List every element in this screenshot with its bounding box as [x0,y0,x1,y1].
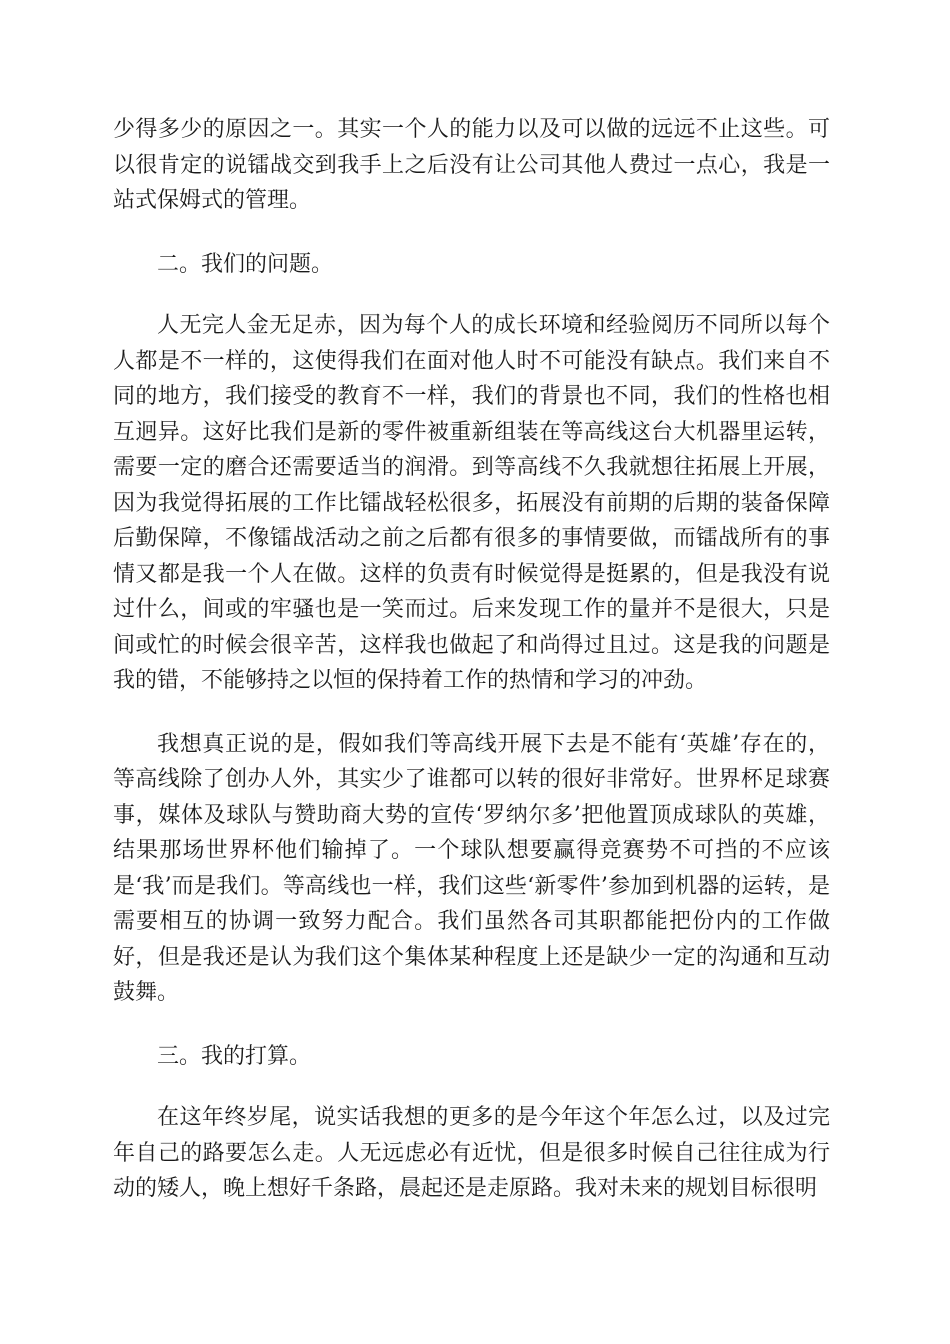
paragraph-teamwork: 我想真正说的是，假如我们等高线开展下去是不能有‘英雄’存在的，等高线除了创办人外，其实少了谁都可以转的很好非常好。世界杯足球赛事，媒体及球队与赞助商大势的宣传‘罗纳尔多’把他置顶成球队的英雄，结果那场世界杯他们输掉了。一个球队想要赢得竞赛势不可挡的不应该是‘我’而是我们。等高线也一样，我们这些‘新零件’参加到机器的运转，是需要相互的协调一致努力配合。我们虽然各司其职都能把份内的工作做好，但是我还是认为我们这个集体某种程度上还是缺少一定的沟通和互动鼓舞。 [113,731,830,1005]
section-heading-problems: 二。我们的问题。 [157,251,334,277]
document-page [113,112,830,1235]
section-heading-plans: 三。我的打算。 [157,1043,312,1069]
paragraph-plans: 在这年终岁尾，说实话我想的更多的是今年这个年怎么过，以及过完年自己的路要怎么走。人无远虑必有近忧，但是很多时候自己往往成为行动的矮人，晚上想好千条路，晨起还是走原路。我对未来的规划目标很明 [113,1105,830,1201]
paragraph-problems: 人无完人金无足赤，因为每个人的成长环境和经验阅历不同所以每个人都是不一样的，这使得我们在面对他人时不可能没有缺点。我们来自不同的地方，我们接受的教育不一样，我们的背景也不同，我们的性格也相互迥异。这好比我们是新的零件被重新组装在等高线这台大机器里运转，需要一定的磨合还需要适当的润滑。到等高线不久我就想往拓展上开展，因为我觉得拓展的工作比镭战轻松很多，拓展没有前期的后期的装备保障后勤保障，不像镭战活动之前之后都有很多的事情要做，而镭战所有的事情又都是我一个人在做。这样的负责有时候觉得是挺累的，但是我没有说过什么，间或的牢骚也是一笑而过。后来发现工作的量并不是很大，只是间或忙的时候会很辛苦，这样我也做起了和尚得过且过。这是我的问题是我的错，不能够持之以恒的保持着工作的热情和学习的冲劲。 [113,313,830,693]
paragraph-continuation: 少得多少的原因之一。其实一个人的能力以及可以做的远远不止这些。可以很肯定的说镭战交到我手上之后没有让公司其他人费过一点心，我是一站式保姆式的管理。 [113,117,830,213]
